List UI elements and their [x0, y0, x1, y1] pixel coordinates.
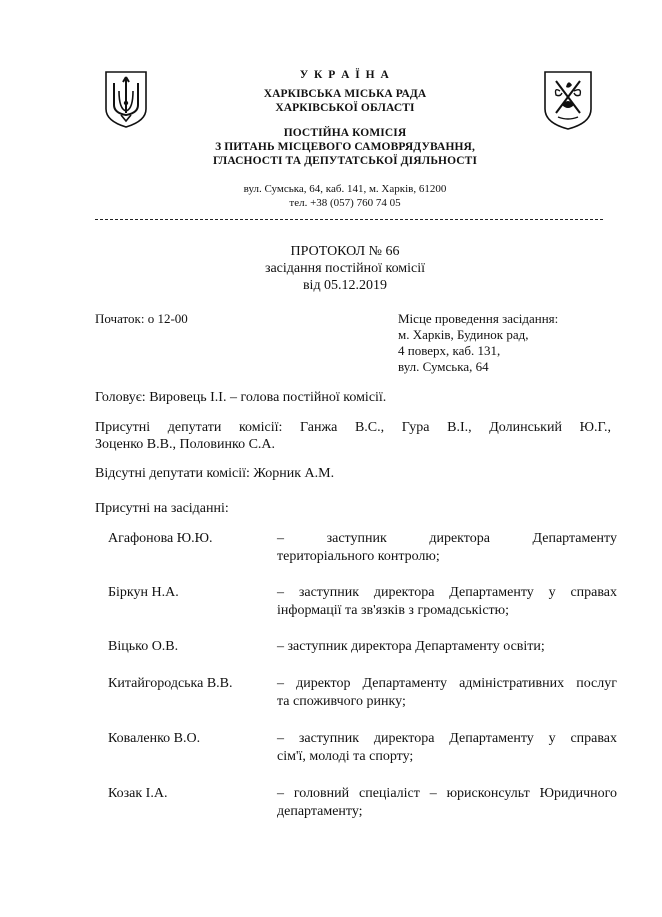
attendee-name: Коваленко В.О. [108, 731, 201, 746]
chair-line: Головує: Вировець І.І. – голова постійної комісії. [95, 390, 387, 405]
kharkiv-coat-of-arms-icon [542, 69, 594, 131]
present-deputies-line1: Присутні депутати комісії: Ганжа В.С., Гура В.І., Долинський Ю.Г., [95, 420, 611, 435]
protocol-title: ПРОТОКОЛ № 66 [290, 244, 400, 259]
present-deputies-line2: Зоценко В.В., Половинко С.А. [95, 437, 276, 452]
attendee-position-line2: та споживчого ринку; [277, 694, 406, 709]
meeting-start: Початок: о 12-00 [95, 311, 188, 326]
attendee-position-line2: департаменту; [277, 804, 363, 819]
attendee-name: Біркун Н.А. [108, 585, 179, 600]
address-line: вул. Сумська, 64, каб. 141, м. Харків, 61200 [243, 183, 447, 195]
protocol-subtitle: засідання постійної комісії [264, 261, 426, 276]
attendee-name: Козак І.А. [108, 786, 168, 801]
attendee-position-line2: інформації та зв'язків з громадськістю; [277, 603, 510, 618]
meeting-place-line1: м. Харків, Будинок рад, [398, 327, 529, 342]
council-name-line2: ХАРКІВСЬКОЇ ОБЛАСТІ [275, 102, 415, 114]
attendee-position [277, 675, 617, 711]
attendee-position-line1: – заступник директора Департаменту у справах [277, 731, 617, 746]
attendee-position-line1: – директор Департаменту адміністративних послуг [277, 676, 617, 691]
attendee-name: Віцько О.В. [108, 639, 179, 654]
meeting-place-line2: 4 поверх, каб. 131, [398, 343, 501, 358]
attendee-name: Агафонова Ю.Ю. [108, 531, 213, 546]
header-divider [95, 219, 603, 220]
council-name-line1: ХАРКІВСЬКА МІСЬКА РАДА [263, 88, 427, 100]
ukraine-coat-of-arms-icon [103, 69, 149, 129]
attendee-name: Китайгородська В.В. [108, 676, 233, 691]
country-heading: У К Р А Ї Н А [299, 69, 391, 81]
attendee-position-line2: сім'ї, молоді та спорту; [277, 749, 414, 764]
attendee-position [277, 638, 617, 656]
attendee-position-line2: територіального контролю; [277, 549, 440, 564]
attendee-position [277, 530, 617, 566]
meeting-place-line3: вул. Сумська, 64 [398, 359, 489, 374]
attendee-position-line1: – головний спеціаліст – юрисконсульт Юридичного [277, 786, 617, 801]
commission-name-line2: З ПИТАНЬ МІСЦЕВОГО САМОВРЯДУВАННЯ, [215, 141, 475, 153]
present-label: Присутні на засіданні: [95, 501, 229, 516]
meeting-place-label: Місце проведення засідання: [398, 311, 559, 326]
attendee-position [277, 730, 617, 766]
attendee-position-line1: – заступник директора Департаменту у справах [277, 585, 617, 600]
commission-name-line3: ГЛАСНОСТІ ТА ДЕПУТАТСЬКОЇ ДІЯЛЬНОСТІ [212, 155, 478, 167]
attendee-position [277, 584, 617, 620]
commission-name-line1: ПОСТІЙНА КОМІСІЯ [283, 127, 407, 139]
attendee-position-line1: – заступник директора Департаменту освіти; [277, 639, 545, 654]
protocol-date: від 05.12.2019 [302, 278, 388, 293]
attendee-position-line1: – заступник директора Департаменту [277, 531, 617, 546]
phone-line: тел. +38 (057) 760 74 05 [289, 197, 401, 209]
absent-deputies-line: Відсутні депутати комісії: Жорник А.М. [95, 466, 335, 481]
attendee-position [277, 785, 617, 821]
